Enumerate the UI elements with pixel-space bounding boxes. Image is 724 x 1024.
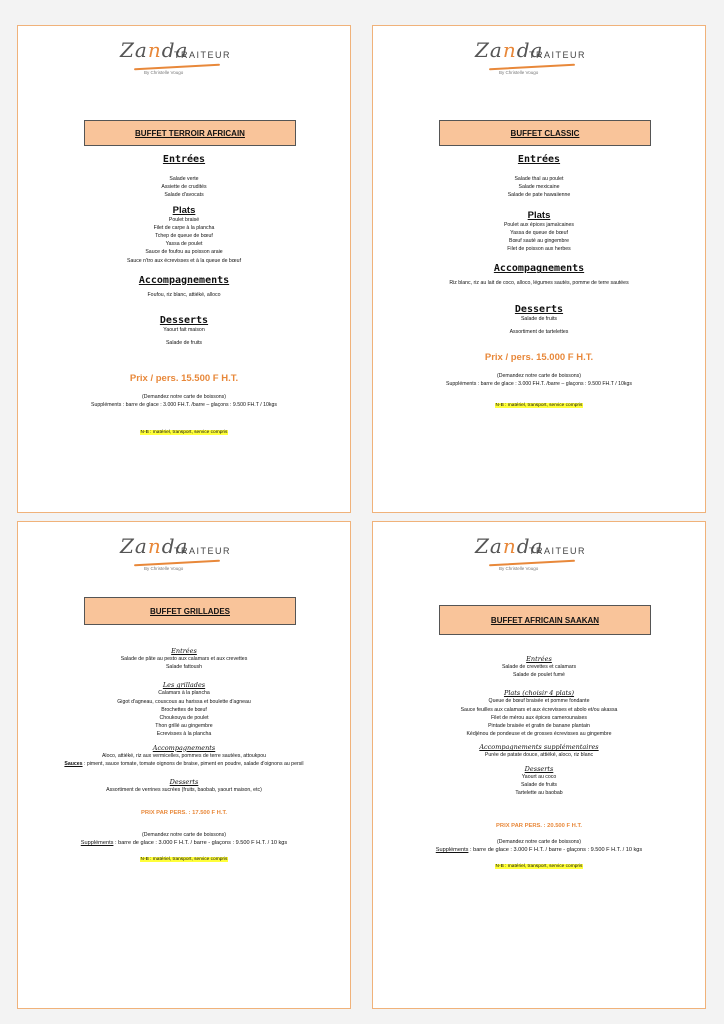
- menu-item: Tchep de queue de bœuf: [155, 233, 213, 240]
- section-accomp-title: Accompagnements supplémentaires: [479, 743, 599, 752]
- price-label: PRIX PAR PERS. : 20.500 F H.T.: [496, 823, 582, 830]
- menu-item: Yaourt fait maison: [163, 327, 205, 334]
- logo-script: Zanda: [475, 38, 544, 62]
- buffet-title: BUFFET GRILLADES: [84, 597, 296, 625]
- sauces-label: Sauces: [64, 760, 83, 767]
- section-desserts-title: Desserts: [169, 778, 199, 787]
- menu-item: Pintade braisée et gratin de banane plantain: [488, 723, 590, 730]
- menu-item: Salade de pate hawaiienne: [507, 192, 571, 199]
- menu-item: Choukouya de poulet: [159, 715, 209, 722]
- menu-page-grillades: [17, 521, 351, 1009]
- price-label: Prix / pers. 15.500 F H.T.: [129, 373, 239, 385]
- section-desserts-title: Desserts: [159, 315, 209, 327]
- menu-item: Riz blanc, riz au lait de coco, alloco, légumes sautés, pomme de terre sautées: [449, 280, 629, 287]
- section-desserts-title: Desserts: [524, 764, 554, 773]
- menu-item: Salade mexicaine: [518, 184, 560, 191]
- menu-item: Salade de pâte au pesto aux calamars et aux crevettes: [120, 656, 248, 662]
- logo-byline: By Christelle Vougo: [499, 566, 539, 571]
- sauces-list: : piment, sauce tomate, tomate oignons de braise, piment en poudre, salade d'oignons au persil: [82, 760, 304, 767]
- section-desserts-title: Desserts: [514, 303, 564, 315]
- supplements-label: Suppléments: [80, 839, 114, 846]
- drinks-note: (Demandez notre carte de boissons): [142, 394, 226, 401]
- menu-item: Salade fattoush: [165, 664, 203, 671]
- menu-item: Brochettes de bœuf: [161, 706, 207, 713]
- supplements-text: : barre de glace : 3.000 F H.T. / barre - glaçons : 9.500 F H.T. / 10 kgs: [468, 846, 643, 853]
- drinks-note: (Demandez notre carte de boissons): [142, 832, 226, 839]
- menu-item: Kédjénou de pondeuse et de grosses écrevisses au gingembre: [466, 731, 612, 738]
- brand-logo: [469, 532, 609, 576]
- menu-item: Tartelette au baobab: [515, 790, 563, 797]
- menu-item: Salade de fruits: [520, 315, 558, 322]
- menu-item: Salade de fruits: [520, 781, 558, 788]
- menu-item: Assiette de crudités: [161, 184, 207, 191]
- logo-script: Zanda: [120, 534, 189, 558]
- drinks-note: (Demandez notre carte de boissons): [497, 373, 581, 380]
- section-grillades-title: Les grillades: [162, 681, 206, 690]
- logo-byline: By Christelle Vougo: [499, 70, 539, 75]
- menu-item: Yassa de poulet: [165, 241, 203, 248]
- menu-page-terroir: [17, 25, 351, 513]
- menu-item: Salade d'avocats: [164, 192, 204, 199]
- logo-byline: By Christelle Vougo: [144, 70, 184, 75]
- logo-script: Zanda: [120, 38, 189, 62]
- menu-item: Filet de poisson aux herbes: [507, 246, 571, 253]
- menu-item: Yassa de queue de bœuf: [510, 229, 568, 236]
- buffet-title: BUFFET AFRICAIN SAAKAN: [439, 605, 651, 635]
- menu-item: Yaourt au coco: [521, 773, 557, 780]
- section-entrees-title: Entrées: [171, 647, 197, 655]
- menu-item: Salade verte: [169, 176, 199, 182]
- section-entrees-title: Entrées: [162, 154, 206, 165]
- brand-logo: [114, 532, 254, 576]
- menu-item: Salade de poulet fumé: [513, 672, 565, 679]
- nb-highlight: N-B : matériel, transport, service compris: [495, 403, 583, 409]
- menu-item: Assortiment de verrines sucrées (fruits, baobab, yaourt maison, etc): [106, 787, 262, 794]
- menu-page-classic: [372, 25, 706, 513]
- menu-item: Sauce de foufou au poisson araie: [145, 249, 223, 256]
- supplements-line: [18, 840, 350, 848]
- price-label: Prix / pers. 15.000 F H.T.: [484, 352, 594, 364]
- section-plats-title: Plats (choisir 4 plats): [503, 689, 575, 698]
- supplements-text: : barre de glace : 3.000 F H.T. / barre - glaçons : 9.500 F H.T. / 10 kgs: [113, 839, 288, 846]
- buffet-title: BUFFET CLASSIC: [439, 120, 651, 146]
- menu-item: Salade de fruits: [165, 340, 203, 347]
- logo-word: TRAITEUR: [174, 546, 231, 556]
- menu-page-saakan: [372, 521, 706, 1009]
- menu-content: [373, 154, 705, 411]
- menu-item: Sauce feuilles aux calamars et aux écrevisses et abolo et/ou akassa: [460, 706, 618, 713]
- section-accomp-title: Accompagnements: [493, 263, 585, 275]
- supplements-line: Suppléments : barre de glace : 3.000 FH.T. /barre – glaçons : 9.500 FH.T / 10kgs: [446, 380, 632, 387]
- section-entrees-title: Entrées: [517, 154, 561, 165]
- section-entrees-title: Entrées: [526, 655, 552, 663]
- menu-item: Poulet braisé: [168, 216, 200, 223]
- supplements-line: Suppléments : barre de glace : 3.000 FH.T. /barre – glaçons : 9.500 FH.T / 10kgs: [91, 402, 277, 409]
- menu-item: Filet de carpe à la plancha: [153, 224, 215, 231]
- menu-item: Calamars à la plancha: [158, 690, 210, 697]
- drinks-note: (Demandez notre carte de boissons): [497, 839, 581, 846]
- menu-item: Bœuf sauté au gingembre: [509, 238, 569, 245]
- price-label: PRIX PAR PERS. : 17.500 F H.T.: [141, 810, 227, 817]
- nb-highlight: N-B : matériel, transport, service compris: [495, 864, 583, 870]
- menu-item: Assortiment de tartelettes: [509, 328, 569, 335]
- section-plats-title: Plats: [172, 204, 196, 216]
- sauces-line: [18, 760, 350, 768]
- supplements-label: Suppléments: [435, 846, 469, 853]
- menu-item: Foufou, riz blanc, attiéké, alloco: [147, 291, 221, 298]
- menu-content: [18, 647, 350, 865]
- menu-item: Ecrevisses à la plancha: [156, 731, 212, 738]
- section-accomp-title: Accompagnements: [138, 274, 230, 286]
- menu-item: Sauce n'tro aux écrevisses et à la queue de bœuf: [126, 257, 242, 264]
- menu-item: Salade thaï au poulet: [514, 176, 564, 182]
- menu-item: Gigot d'agneau, couscous au harissa et boulette d'agneau: [117, 698, 251, 705]
- supplements-line: [373, 847, 705, 855]
- menu-item: Queue de bœuf braisée et pomme fondante: [488, 698, 590, 705]
- menu-content: [18, 154, 350, 438]
- menu-item: Salade de crevettes et calamars: [501, 664, 577, 670]
- menu-item: Filet de mérou aux épices camerounaises: [490, 714, 588, 721]
- menu-item: Aloco, attiéké, riz aux vermicelles, pommes de terre sautées, attoukpou: [101, 752, 267, 759]
- nb-highlight: N-B : matériel, transport, service compris: [140, 857, 228, 863]
- menu-item: Purée de patate douce, attiéké, aloco, riz blanc: [484, 752, 594, 759]
- menu-item: Poulet aux épices jamaïcaines: [503, 221, 575, 228]
- brand-logo: [114, 36, 254, 80]
- brand-logo: [469, 36, 609, 80]
- logo-word: TRAITEUR: [174, 50, 231, 60]
- logo-script: Zanda: [475, 534, 544, 558]
- logo-word: TRAITEUR: [529, 50, 586, 60]
- nb-highlight: N-B : matériel, transport, service compris: [140, 429, 228, 435]
- logo-word: TRAITEUR: [529, 546, 586, 556]
- buffet-title: BUFFET TERROIR AFRICAIN: [84, 120, 296, 146]
- section-accomp-title: Accompagnements: [152, 743, 216, 752]
- menu-item: Thon grillé au gingembre: [155, 723, 213, 730]
- section-plats-title: Plats: [527, 209, 551, 221]
- menu-content: [373, 655, 705, 872]
- logo-byline: By Christelle Vougo: [144, 566, 184, 571]
